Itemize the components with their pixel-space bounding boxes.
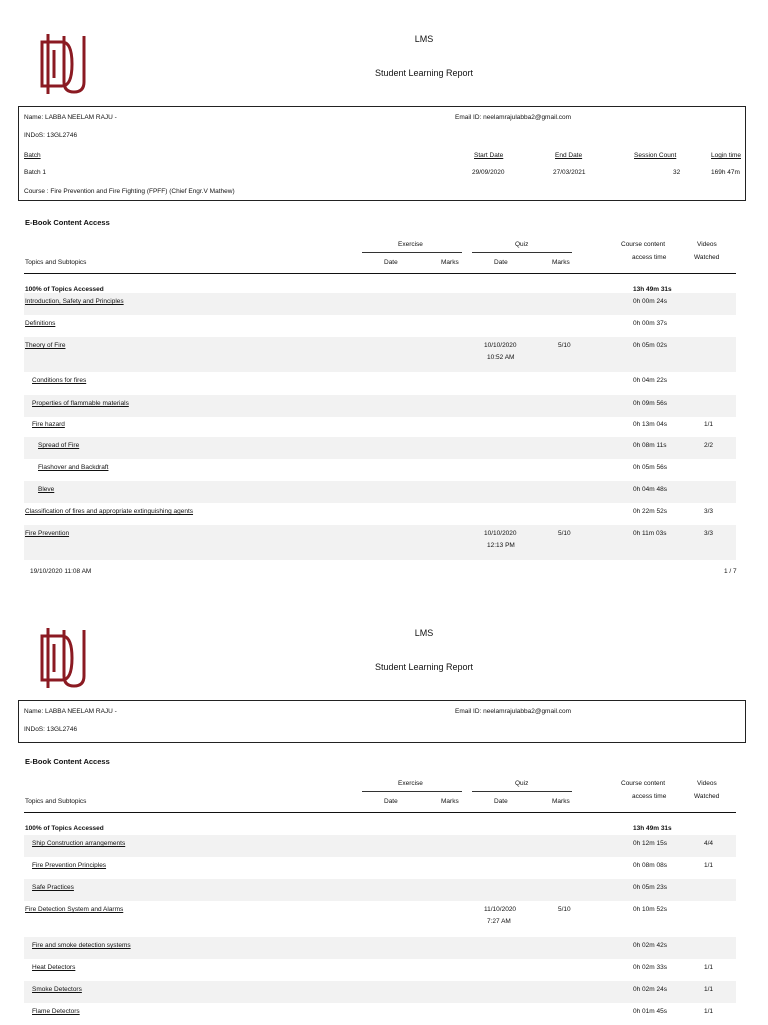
quiz-time: 10:52 AM: [487, 354, 515, 361]
student-email: Email ID: neelamrajulabba2@gmail.com: [455, 114, 572, 121]
videos-watched: 4/4: [704, 840, 714, 847]
watched-header: Watched: [694, 793, 720, 800]
topics-header: Topics and Subtopics: [25, 798, 87, 805]
start-date-label: Start Date: [474, 152, 504, 159]
student-name: Name: LABBA NEELAM RAJU -: [24, 114, 117, 121]
topic-link[interactable]: Flashover and Backdraft: [38, 464, 109, 471]
section-title: E-Book Content Access: [25, 757, 110, 766]
topic-link[interactable]: Fire Prevention Principles: [32, 862, 107, 869]
topic-link[interactable]: Fire hazard: [32, 421, 65, 428]
topic-link[interactable]: Safe Practices: [32, 884, 74, 891]
topic-link[interactable]: Spread of Fire: [38, 442, 80, 449]
access-time: 0h 08m 08s: [633, 862, 667, 869]
access-time: 0h 02m 42s: [633, 942, 667, 949]
videos-watched: 2/2: [704, 442, 714, 449]
topic-link[interactable]: Definitions: [25, 320, 56, 327]
access-time: 0h 12m 15s: [633, 840, 667, 847]
exercise-marks-header: Marks: [441, 259, 459, 266]
videos-header: Videos: [697, 241, 717, 248]
quiz-date-header: Date: [494, 798, 508, 805]
exercise-marks-header: Marks: [441, 798, 459, 805]
topic-link[interactable]: Smoke Detectors: [32, 986, 82, 993]
access-time: 0h 13m 04s: [633, 421, 667, 428]
videos-watched: 1/1: [704, 421, 714, 428]
access-time: 13h 49m 31s: [633, 286, 672, 293]
access-time-header: access time: [632, 793, 667, 800]
videos-watched: 3/3: [704, 508, 714, 515]
batch-label: Batch: [24, 152, 41, 159]
exercise-header: Exercise: [398, 241, 423, 248]
topic-link[interactable]: Classification of fires and appropriate extinguishing agents: [25, 508, 194, 515]
access-time-header: access time: [632, 254, 667, 261]
report-app-title: LMS: [414, 34, 434, 44]
end-date-label: End Date: [555, 152, 583, 159]
topic-link[interactable]: Bleve: [38, 486, 55, 493]
exercise-header: Exercise: [398, 780, 423, 787]
videos-header: Videos: [697, 780, 717, 787]
course-content-header: Course content: [621, 780, 666, 787]
topic-link[interactable]: Ship Construction arrangements: [32, 840, 126, 847]
quiz-date: 11/10/2020: [484, 906, 517, 913]
topic-link[interactable]: Fire Detection System and Alarms: [25, 906, 124, 913]
topic-link[interactable]: Flame Detectors: [32, 1008, 80, 1015]
table-row: [24, 981, 736, 1003]
access-time: 0h 08m 11s: [633, 442, 667, 449]
quiz-time: 7:27 AM: [487, 918, 511, 925]
topics-summary: 100% of Topics Accessed: [25, 286, 104, 293]
access-time: 0h 00m 24s: [633, 298, 667, 305]
login-time-value: 169h 47m: [711, 169, 740, 176]
quiz-marks: 5/10: [558, 906, 571, 913]
videos-watched: 1/1: [704, 1008, 714, 1015]
student-info-box: [18, 700, 746, 743]
report-subtitle: Student Learning Report: [374, 68, 474, 78]
end-date-value: 27/03/2021: [553, 169, 586, 176]
exercise-date-header: Date: [384, 798, 398, 805]
access-time: 0h 09m 56s: [633, 400, 667, 407]
session-count-label: Session Count: [634, 152, 677, 159]
topic-link[interactable]: Introduction, Safety and Principles: [25, 298, 124, 305]
access-time: 0h 04m 22s: [633, 377, 667, 384]
access-time: 0h 01m 45s: [633, 1008, 667, 1015]
table-row: [24, 879, 736, 901]
quiz-marks: 5/10: [558, 342, 571, 349]
topic-link[interactable]: Fire Prevention: [25, 530, 70, 537]
print-timestamp: 19/10/2020 11:08 AM: [30, 568, 92, 575]
topics-summary: 100% of Topics Accessed: [25, 825, 104, 832]
table-row: [24, 937, 736, 959]
videos-watched: 3/3: [704, 530, 714, 537]
topic-link[interactable]: Conditions for fires: [32, 377, 87, 384]
exercise-date-header: Date: [384, 259, 398, 266]
quiz-date: 10/10/2020: [484, 530, 517, 537]
topics-header: Topics and Subtopics: [25, 259, 87, 266]
batch-value: Batch 1: [24, 169, 47, 176]
table-row: [24, 835, 736, 857]
table-row: [24, 959, 736, 981]
quiz-marks-header: Marks: [552, 259, 570, 266]
summary-row: [24, 820, 736, 834]
access-time: 0h 05m 56s: [633, 464, 667, 471]
access-time: 0h 10m 52s: [633, 906, 667, 913]
quiz-header: Quiz: [515, 780, 529, 787]
start-date-value: 29/09/2020: [472, 169, 505, 176]
access-time: 0h 05m 02s: [633, 342, 667, 349]
videos-watched: 1/1: [704, 986, 714, 993]
table-row: [24, 857, 736, 879]
report-app-title: LMS: [414, 628, 434, 638]
quiz-marks: 5/10: [558, 530, 571, 537]
access-time: 13h 49m 31s: [633, 825, 672, 832]
quiz-time: 12:13 PM: [487, 542, 515, 549]
access-time: 0h 00m 37s: [633, 320, 667, 327]
course-content-header: Course content: [621, 241, 666, 248]
access-time: 0h 02m 33s: [633, 964, 667, 971]
session-count-value: 32: [673, 169, 681, 176]
watched-header: Watched: [694, 254, 720, 261]
course-name: Course : Fire Prevention and Fire Fighting (FPFF) (Chief Engr.V Mathew): [24, 188, 235, 195]
topic-link[interactable]: Theory of Fire: [25, 342, 66, 349]
quiz-marks-header: Marks: [552, 798, 570, 805]
student-indos: INDoS: 13GL2746: [24, 132, 78, 139]
topic-link[interactable]: Heat Detectors: [32, 964, 76, 971]
topic-link[interactable]: Properties of flammable materials: [32, 400, 129, 407]
access-time: 0h 11m 03s: [633, 530, 667, 537]
section-title: E-Book Content Access: [25, 218, 110, 227]
student-indos: INDoS: 13GL2746: [24, 726, 78, 733]
page-number: 1 / 7: [724, 568, 737, 575]
student-name: Name: LABBA NEELAM RAJU -: [24, 708, 117, 715]
report-subtitle: Student Learning Report: [374, 662, 474, 672]
table-row: [24, 1003, 736, 1025]
quiz-header: Quiz: [515, 241, 529, 248]
login-time-label: Login time: [711, 152, 741, 159]
access-time: 0h 04m 48s: [633, 486, 667, 493]
videos-watched: 1/1: [704, 862, 714, 869]
quiz-date: 10/10/2020: [484, 342, 517, 349]
table-row: [24, 901, 736, 937]
topic-link[interactable]: Fire and smoke detection systems: [32, 942, 131, 949]
access-time: 0h 22m 52s: [633, 508, 667, 515]
access-time: 0h 05m 23s: [633, 884, 667, 891]
videos-watched: 1/1: [704, 964, 714, 971]
quiz-date-header: Date: [494, 259, 508, 266]
student-email: Email ID: neelamrajulabba2@gmail.com: [455, 708, 572, 715]
access-time: 0h 02m 24s: [633, 986, 667, 993]
